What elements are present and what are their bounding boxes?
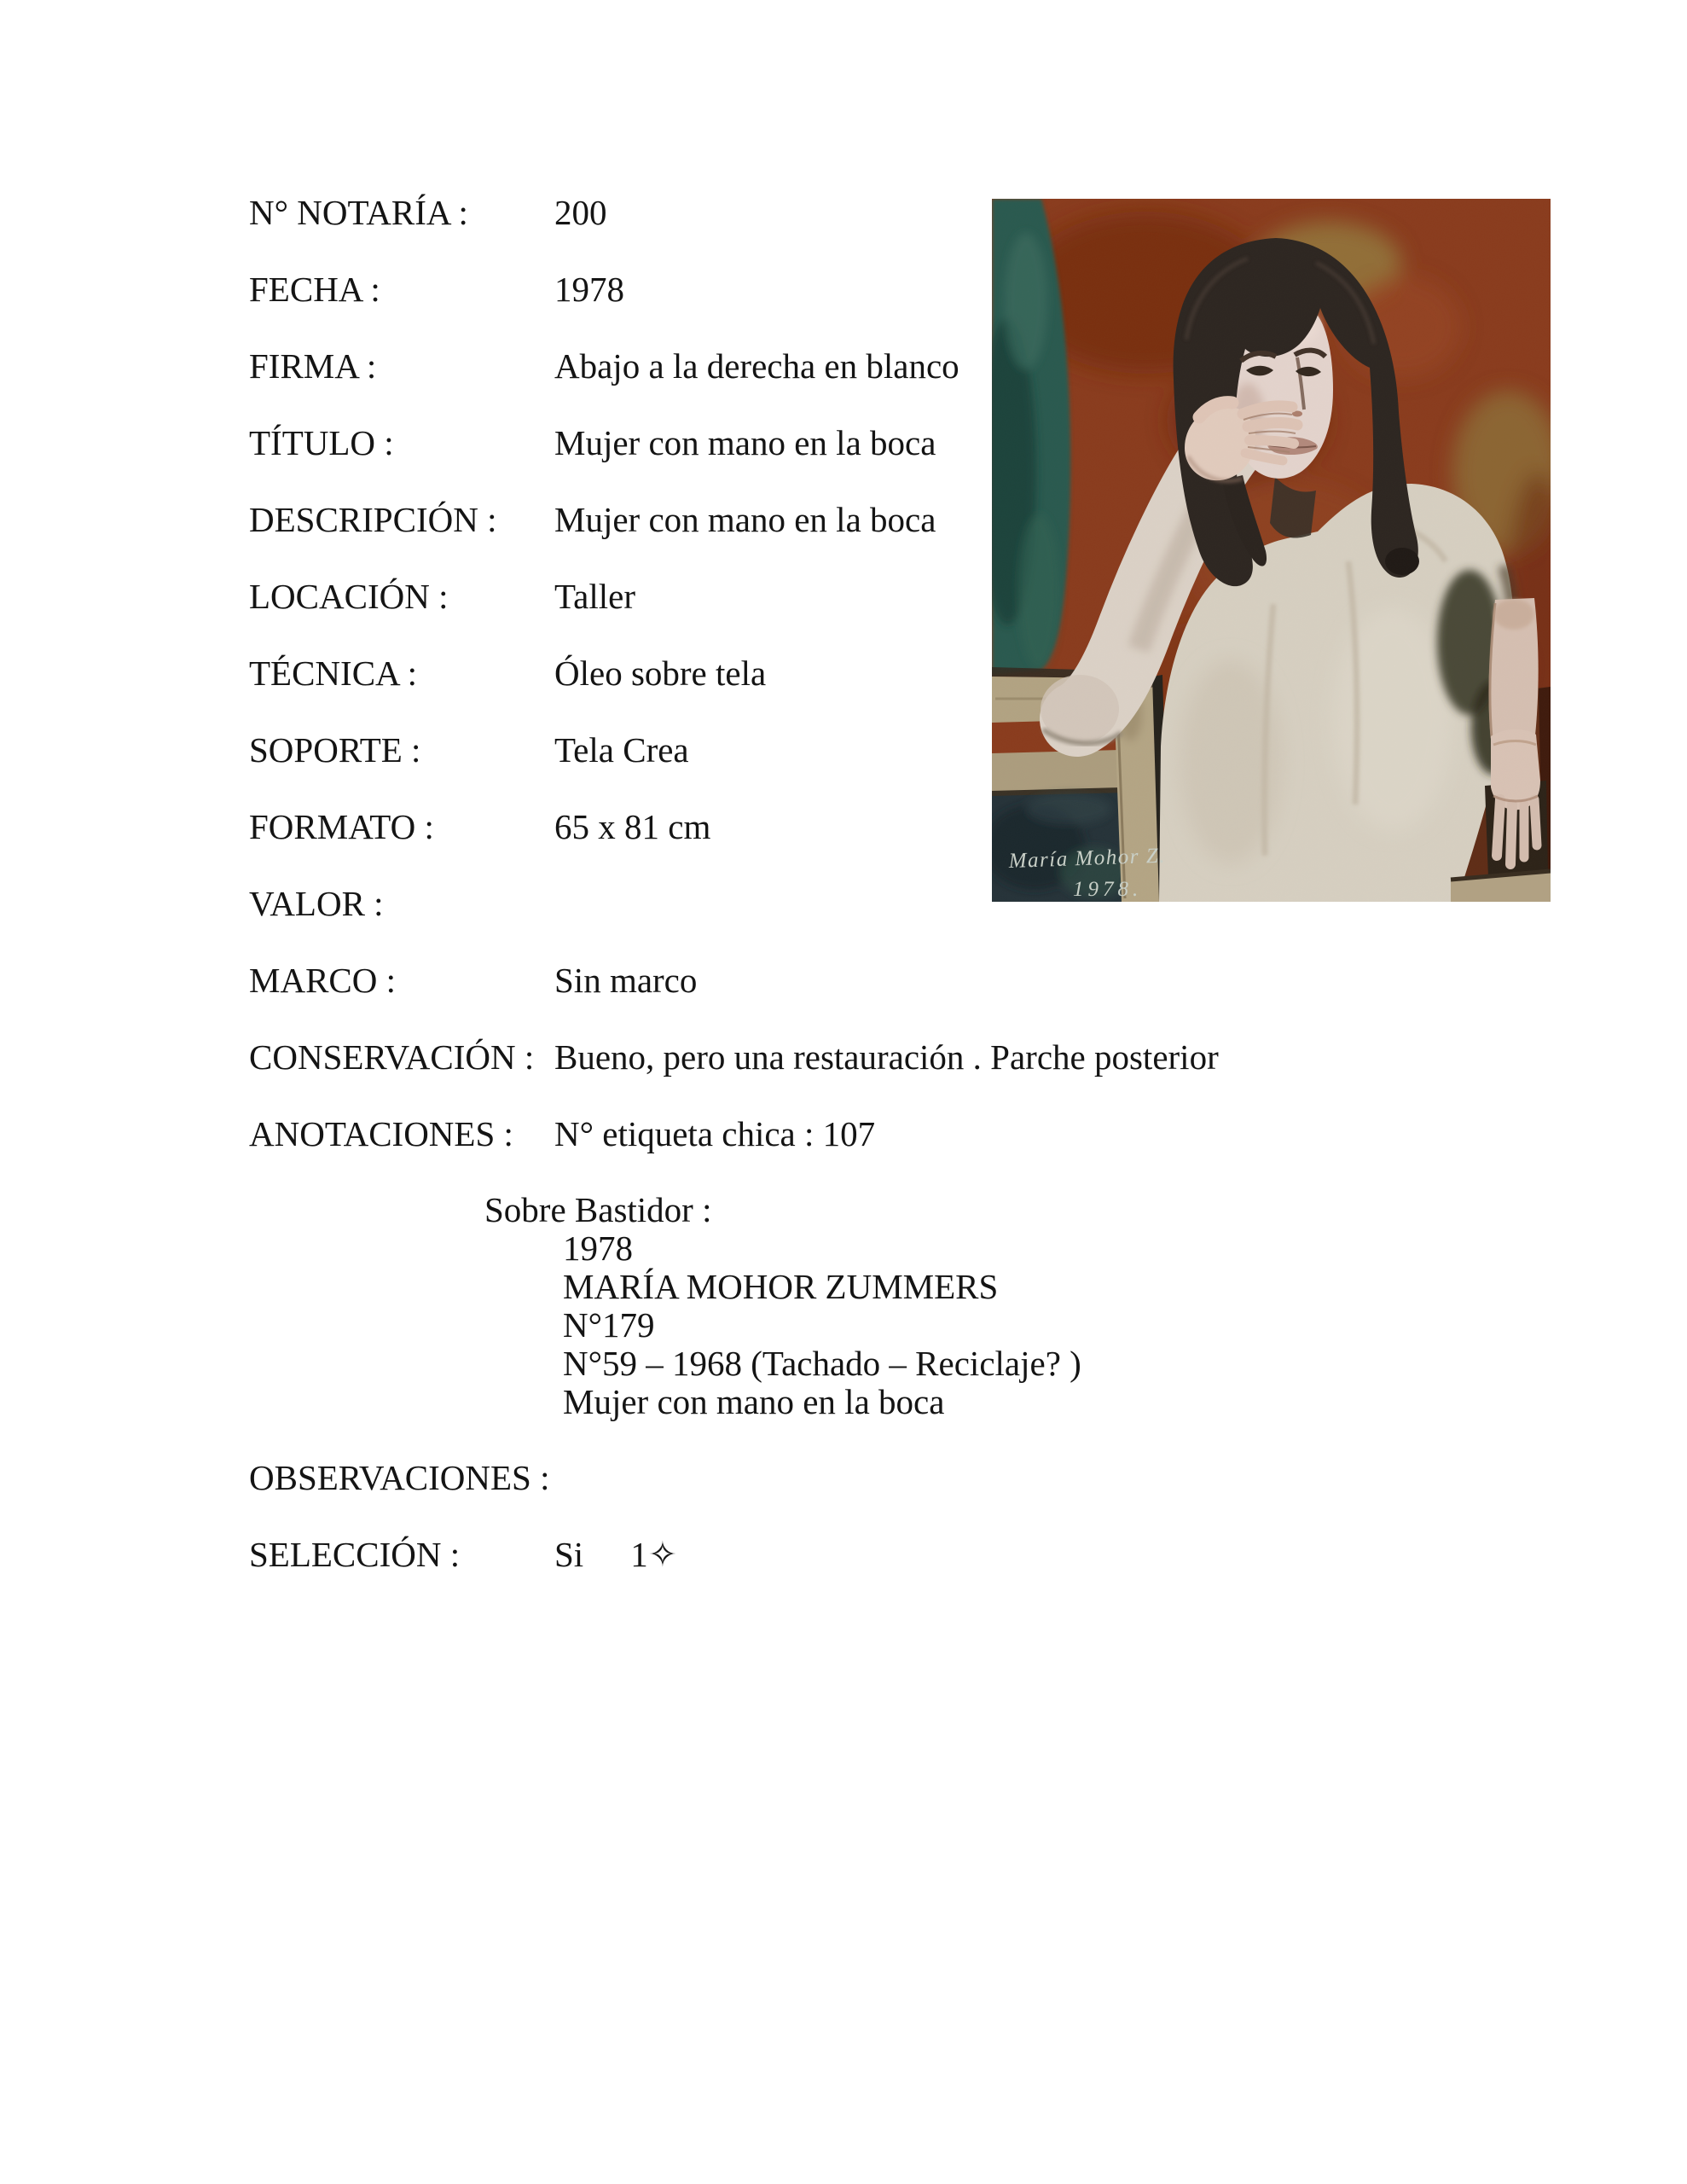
bastidor-heading: Sobre Bastidor : bbox=[484, 1190, 712, 1229]
record-row-marco bbox=[249, 961, 1528, 1001]
field-value-titulo: Mujer con mano en la boca bbox=[554, 423, 936, 462]
bastidor-line: N°179 bbox=[563, 1305, 655, 1345]
field-value-anotaciones: N° etiqueta chica : 107 bbox=[554, 1114, 876, 1153]
field-label-titulo: TÍTULO : bbox=[249, 423, 394, 462]
bastidor-lines bbox=[484, 1229, 1528, 1421]
seleccion-value bbox=[554, 1535, 677, 1575]
anotaciones-bastidor-block bbox=[484, 1191, 1528, 1421]
field-label-soporte: SOPORTE : bbox=[249, 730, 421, 770]
field-value-tecnica: Óleo sobre tela bbox=[554, 653, 767, 693]
painting-photo bbox=[992, 199, 1551, 902]
field-label-conservacion: CONSERVACIÓN : bbox=[249, 1037, 535, 1077]
record-row-anotaciones bbox=[249, 1114, 1528, 1154]
field-value-fecha: 1978 bbox=[554, 270, 624, 309]
field-label-locacion: LOCACIÓN : bbox=[249, 577, 449, 616]
field-label-fecha: FECHA : bbox=[249, 270, 380, 309]
record-row-observaciones bbox=[249, 1458, 1528, 1498]
field-label-anotaciones: ANOTACIONES : bbox=[249, 1114, 513, 1153]
bastidor-line: Mujer con mano en la boca bbox=[563, 1382, 945, 1421]
field-value-notaria: 200 bbox=[554, 193, 607, 232]
seleccion-count: 1 bbox=[630, 1535, 648, 1574]
field-value-formato: 65 x 81 cm bbox=[554, 807, 711, 846]
field-value-descripcion: Mujer con mano en la boca bbox=[554, 500, 936, 539]
bastidor-line: MARÍA MOHOR ZUMMERS bbox=[563, 1267, 999, 1306]
field-label-tecnica: TÉCNICA : bbox=[249, 653, 418, 693]
field-label-valor: VALOR : bbox=[249, 884, 384, 923]
field-label-formato: FORMATO : bbox=[249, 807, 434, 846]
field-value-marco: Sin marco bbox=[554, 961, 698, 1000]
record-row-conservacion bbox=[249, 1037, 1528, 1077]
field-label-descripcion: DESCRIPCIÓN : bbox=[249, 500, 497, 539]
field-label-observaciones: OBSERVACIONES : bbox=[249, 1458, 550, 1497]
field-label-notaria: N° NOTARÍA : bbox=[249, 193, 468, 232]
field-label-seleccion: SELECCIÓN : bbox=[249, 1535, 461, 1574]
painting-canvas bbox=[992, 199, 1551, 902]
record-row-seleccion bbox=[249, 1535, 1528, 1575]
bastidor-line: N°59 – 1968 (Tachado – Reciclaje? ) bbox=[563, 1344, 1081, 1383]
field-label-marco: MARCO : bbox=[249, 961, 397, 1000]
field-value-locacion: Taller bbox=[554, 577, 636, 616]
four-pointed-star-icon: ✧ bbox=[647, 1534, 678, 1575]
field-value-soporte: Tela Crea bbox=[554, 730, 689, 770]
bastidor-line: 1978 bbox=[563, 1228, 633, 1268]
field-value-conservacion: Bueno, pero una restauración . Parche posterior bbox=[554, 1037, 1219, 1077]
field-label-firma: FIRMA : bbox=[249, 346, 377, 386]
field-value-firma: Abajo a la derecha en blanco bbox=[554, 346, 959, 386]
seleccion-yes-text: Si bbox=[554, 1535, 584, 1574]
canvas-texture bbox=[992, 199, 1551, 902]
